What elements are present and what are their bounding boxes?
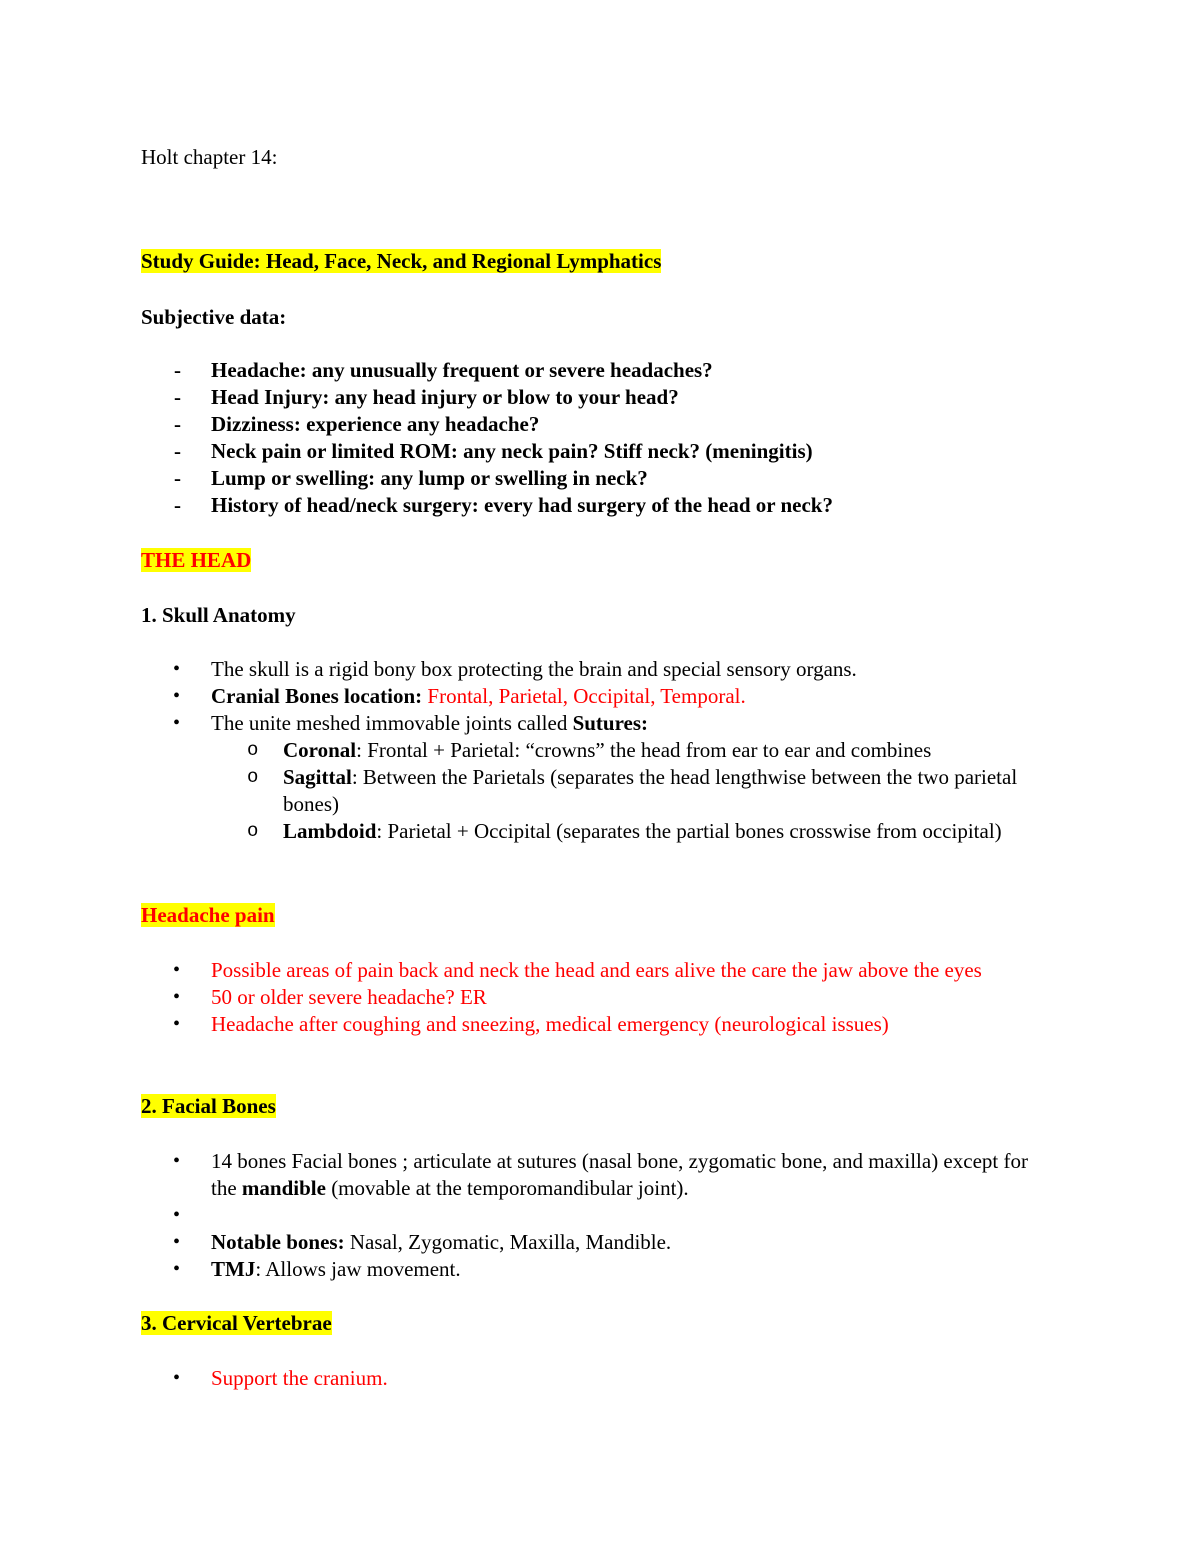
list-item: - Head Injury: any head injury or blow to your head? bbox=[174, 385, 679, 409]
list-item: - Lump or swelling: any lump or swelling in neck? bbox=[174, 466, 648, 490]
bullet-marker: • bbox=[173, 1258, 181, 1280]
bullet-marker: • bbox=[173, 1204, 181, 1226]
list-item: • Cranial Bones location: Frontal, Parietal, Occipital, Temporal. bbox=[173, 684, 746, 708]
list-item: o Lambdoid: Parietal + Occipital (separates the partial bones crosswise from occipital) bbox=[247, 819, 1002, 843]
facial-list bbox=[141, 1148, 1051, 1283]
list-item: • The skull is a rigid bony box protecting the brain and special sensory organs. bbox=[173, 657, 857, 681]
circle-marker: o bbox=[247, 739, 259, 761]
intro-text: Holt chapter 14: bbox=[141, 145, 278, 169]
bullet-marker: • bbox=[173, 1367, 181, 1389]
bullet-marker: • bbox=[173, 658, 181, 680]
list-item: • Notable bones: Nasal, Zygomatic, Maxilla, Mandible. bbox=[173, 1230, 672, 1254]
headache-pain-text: Headache pain bbox=[141, 903, 275, 927]
cervical-heading bbox=[141, 1310, 1051, 1337]
cervical-heading-text: 3. Cervical Vertebrae bbox=[141, 1311, 332, 1335]
skull-list bbox=[141, 656, 1051, 845]
list-item: • 14 bones Facial bones ; articulate at sutures (nasal bone, zygomatic bone, and maxilla) except for the mandible (movable at the temporomandibular joint). bbox=[173, 1149, 1028, 1200]
facial-heading bbox=[141, 1093, 1051, 1120]
study-guide-title-text: Study Guide: Head, Face, Neck, and Regional Lymphatics bbox=[141, 249, 662, 273]
dash-marker: - bbox=[174, 385, 181, 409]
list-item: • Headache after coughing and sneezing, medical emergency (neurological issues) bbox=[173, 1012, 889, 1036]
bullet-marker: • bbox=[173, 1231, 181, 1253]
subjective-heading bbox=[141, 304, 1051, 331]
bullet-marker: • bbox=[173, 1150, 181, 1172]
list-item: • Possible areas of pain back and neck the head and ears alive the care the jaw above the eyes bbox=[173, 958, 982, 982]
list-item: o Sagittal: Between the Parietals (separates the head lengthwise between the two parietal bones) bbox=[247, 765, 1018, 816]
study-guide-title bbox=[141, 248, 1051, 275]
cervical-list bbox=[141, 1365, 1051, 1392]
dash-marker: - bbox=[174, 439, 181, 463]
list-item: • 50 or older severe headache? ER bbox=[173, 985, 487, 1009]
bullet-marker: • bbox=[173, 685, 181, 707]
skull-heading-text: 1. Skull Anatomy bbox=[141, 603, 296, 627]
dash-marker: - bbox=[174, 493, 181, 517]
list-item: • TMJ: Allows jaw movement. bbox=[173, 1257, 461, 1281]
list-item: - Headache: any unusually frequent or severe headaches? bbox=[174, 358, 713, 382]
facial-heading-text: 2. Facial Bones bbox=[141, 1094, 276, 1118]
list-item: o Coronal: Frontal + Parietal: “crowns” the head from ear to ear and combines bbox=[247, 738, 932, 762]
list-item: - Dizziness: experience any headache? bbox=[174, 412, 540, 436]
bullet-marker: • bbox=[173, 986, 181, 1008]
bullet-marker: • bbox=[173, 959, 181, 981]
list-item: • Support the cranium. bbox=[173, 1366, 388, 1390]
subjective-heading-text: Subjective data: bbox=[141, 305, 287, 329]
dash-marker: - bbox=[174, 412, 181, 436]
circle-marker: o bbox=[247, 820, 259, 842]
dash-marker: - bbox=[174, 358, 181, 382]
list-item: • The unite meshed immovable joints called Sutures: bbox=[173, 711, 649, 735]
circle-marker: o bbox=[247, 766, 259, 788]
headache-pain-heading bbox=[141, 902, 1051, 929]
sutures-sublist bbox=[141, 737, 1051, 845]
the-head-heading bbox=[141, 547, 1051, 574]
bullet-marker: • bbox=[173, 712, 181, 734]
the-head-text: THE HEAD bbox=[141, 548, 252, 572]
headache-pain-list bbox=[141, 957, 1051, 1038]
subjective-list bbox=[141, 357, 1051, 519]
intro-line bbox=[141, 144, 1051, 171]
list-item: - Neck pain or limited ROM: any neck pain? Stiff neck? (meningitis) bbox=[174, 439, 813, 463]
list-item bbox=[141, 1202, 1051, 1229]
list-item: - History of head/neck surgery: every had surgery of the head or neck? bbox=[174, 493, 833, 517]
dash-marker: - bbox=[174, 466, 181, 490]
skull-heading bbox=[141, 602, 1051, 629]
bullet-marker: • bbox=[173, 1013, 181, 1035]
